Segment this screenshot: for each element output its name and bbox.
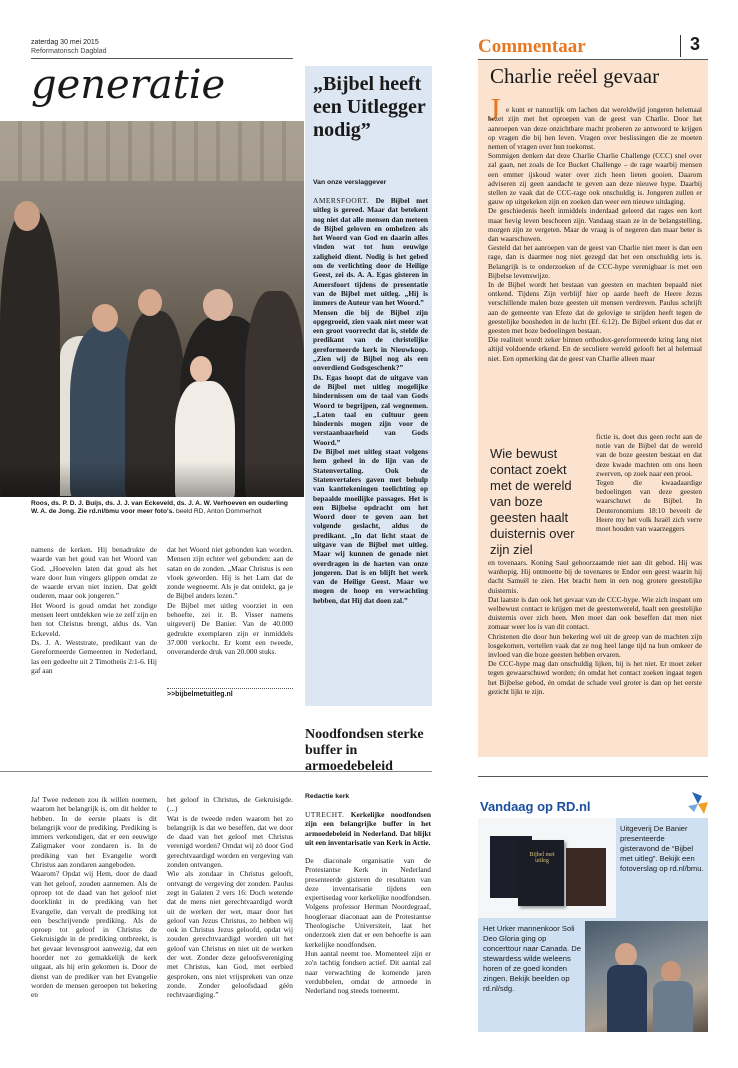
bible-books-image	[478, 818, 616, 918]
section-title: Commentaar	[478, 36, 586, 57]
commentary-body-main	[488, 91, 702, 428]
noodfondsen-body: De diaconale organisatie van de Protestantse Kerk in Nederland presenteerde gisteren de resultaten van deze inventarisatie tijdens een expertisedag voor kerkelijke noodfondsen. Volgens professor Herman Noordegraaf, hoogleraar diaconaat aan de Protestantse Theologische Universiteit, laat het onderzoek zien dat er een behoefte is aan kerkelijke noodfondsen. Hun aantal neemt toe. Momenteel zijn er zo'n tachtig fondsen actief. Dit aantal zal naar verwachting de komende jaren verdubbelen, omdat de armoede in Nederland nog steeds toeneemt.	[305, 856, 431, 996]
airplane-choir-image	[585, 921, 708, 1032]
bijbel-byline: Van onze verslaggever	[313, 179, 387, 186]
bijbelmetuitleg-link[interactable]: >>bijbelmetuitleg.nl	[167, 691, 233, 698]
ceremony-photo	[0, 121, 304, 497]
bijbel-lead: De Bijbel met uitleg is gereed. Maar dat betekent nog niet dat alle mensen dan meteen de Bijbel geloven en omhelzen als het Woord van God en daarin alles vinden wat tot hun eeuwige zaligheid dient. Nodig is het gebed om de verlichting door de Heilige Geest, zei ds. A. A. Egas gisteren in Amersfoort tijdens de presentatie van de Bijbel met uitleg. „Hij is immers de Auteur van het Woord.” Mensen die bij de Bijbel zijn opgegroeid, zien vaak niet meer wat een groot voorrecht dat is, stelde de predikant van de christelijke gereformeerde kerk in Nieuwkoop. „Zien wij de Bijbel nog als een onverdiend Godsgeschenk?” Ds. Egas hoopt dat de uitgave van de Bijbel met uitleg mogelijke hindernissen om de taal van Gods Woord te begrijpen, zal wegnemen. „Laten taal en cultuur geen hindernis mogen zijn voor de verstaanbaarheid van Gods Woord.” De Bijbel met uitleg staat volgens hem geheel in de lijn van de Statenvertaling. Ook de Statenvertalers gaven met behulp van kanttekeningen toelichting op bepaalde moeilijke passages. Het is een Bijbelse opdracht om het Woord door te geven aan het volgende geslacht, aldus de predikant. „In dat licht staat de uitgave van de Bijbel met uitleg. Maar wij kunnen de genade niet overdragen in de harten van onze jongeren. Dat is en blijft het werk van de Heilige Geest. Maar we mogen de hoop en verwachting hebben, dat Hij dat doen zal.”	[313, 196, 428, 605]
rdnl-title: Vandaag op RD.nl	[480, 799, 591, 814]
book-label: Bijbel met uitleg	[529, 852, 555, 864]
bijbel-headline: „Bijbel heeft een Uitlegger nodig”	[313, 73, 426, 141]
commentary-body-bottom: en tovenaars. Koning Saul gehoorzaamde niet aan dit gebod. Hij was wanhopig. Hij ontmoette bij de tovenares te Endor een geest waarin hij dacht Samuël te zien. Het bracht hem in een nog grotere geestelijke duisternis. Dat laatste is dan ook het gevaar van de CCC-hype. Wie zich inspant om welbewust contact te krijgen met de geestenwereld, haalt een geestelijke duisternis over zich heen. Men moet dan ook beseffen dat men niet zomaar weer los is van dit contact. Christenen die door hun bekering wel uit de greep van de machten zijn losgekomen, vertellen vaak dat ze nog heel lange tijd na hun omkeer de invloed van die boze geesten hebben ervaren. De CCC-hype mag dan onschuldig lijken, hij is het niet. Er moet zeker tegen gewaarschuwd worden; én omdat het contact zoeken ingaat tegen het Bijbelse gebod, én omdat de schade veel groter is dan op het eerste gezicht lijkt te zijn.	[488, 558, 702, 696]
rdnl-item-2[interactable]: Het Urker mannenkoor Soli Deo Gloria ging op concerttour naar Canada. De stewardess wilde weleens horen of ze goed konden zingen. Bekijk beelden op rd.nl/sdg.	[483, 924, 581, 993]
sermon-col2: het geloof in Christus, de Gekruisigde. (...) Wat is de tweede reden waarom het zo belangrijk is dat we beseffen, dat we door de daad van het geloof met Christus verenigd worden? Omdat wij zó door God gerechtvaardigd worden en vergeving van zonden ontvangen. Wie als zondaar in Christus gelooft, ontvangt de vergeving der zonden. Paulus zegt in Galaten 2 vers 16: Doch wetende dat de mens niet gerechtvaardigd wordt uit de werken der wet, maar door het geloof van Jezus Christus, zo hebben wij ook in Christus Jezus geloofd, opdat wij zouden gerechtvaardigd worden uit het geloof van Christus en niet uit de werken der wet. Zonder deze geloofsvereniging met Christus, kan God, met eerbied gesproken, ons niet vrijspreken van onze zonde. Zonder geloofsdaad géén rechtvaardiging.”	[167, 795, 293, 1000]
commentary-body-text: e kunt er natuurlijk om lachen dat wereldwijd jongeren helemaal bezet zijn met het oproepen van de geest van Charlie. Door het aanroepen van deze onzichtbare macht proberen ze antwoord te krijgen op vragen die bij hen leven. Vragen over beslissingen die ze moeten nemen of vragen over hun toekomst. Sommigen denken dat deze Charlie Charlie Challenge (CCC) snel over zal gaan, net zoals de Ice Bucket Challenge – de rage waarbij mensen een emmer ijskoud water over zich heen lieten gooien. Daarom adviseren zij geen aandacht te geven aan deze nieuwe hype. Daarbij stellen ze vaak dat de CCC-rage ook onschuldig is. Jongeren zullen er gauw op uitgekeken zijn en zoeken dan weer een nieuwe uitdaging. De geschiedenis heeft inmiddels inderdaad geleerd dat rages een kort maar hevig leven beschoren zijn. Vandaag staan ze in de belangstelling, morgen zijn ze vergeten. Maar de vraag is of negeren dan maar beter is dan waarschuwen. Gesteld dat het aanroepen van de geest van Charlie niet meer is dan een rage, dan is daarmee nog niet gezegd dat het een onschuldig iets is. Belangrijk is te onderzoeken of de CCC-hype verenigbaar is met een Bijbelse levenswijze. In de Bijbel wordt het bestaan van geesten en machten bepaald niet ontkend. Tijdens Zijn verblijf hier op aarde heeft de Heere Jezus verschillende malen boze geesten uit mensen verdreven. Paulus schrijft aan de gemeente van Efeze dat de gelovige te strijden heeft tegen de geestelijke boosheden in de lucht (Ef. 6:12). De Bijbel erkent dus dat er geesten met boze bedoelingen bestaan. Die realiteit wordt zeker binnen orthodox-gereformeerde kring lang niet altijd voldoende erkend. En de seculiere wereld gelooft het al helemaal niet. Een opmerking dat de geest van Charlie alleen maar	[488, 105, 702, 363]
commentary-title: Charlie reëel gevaar	[490, 64, 660, 88]
noodfondsen-lead: Kerkelijke noodfondsen zijn een belangrijke buffer in het armoedebeleid in Nederland. Dat blijkt uit een inventarisatie van Kerk in Actie.	[305, 810, 431, 847]
rdnl-logo-icon	[688, 792, 708, 814]
photo-credit: beeld RD, Anton Dommerholt	[175, 508, 262, 515]
rdnl-item-1[interactable]: Uitgeverij De Banier presenteerde gisteravond de “Bijbel met uitleg”. Bekijk een fotoverslag op rd.nl/bmu.	[620, 824, 704, 873]
left-article-col2: dat het Woord niet gebonden kan worden. Mensen zijn echter wel gebonden: aan de satan en de zonden. „Maar Christus is een vloek geworden. Hij is het Lam dat de zonde wegneemt. Als je dat ontdekt, ga je de Bijbel anders lezen.” De Bijbel met uitleg voorziet in een behoefte, zei ir. B. Visser namens uitgeverij De Banier. Van de 40.000 gedrukte exemplaren zijn er inmiddels 37.000 verkocht. Er komt een tweede, onveranderde druk van 20.000 stuks.	[167, 545, 293, 657]
sermon-col1: Ja! Twee redenen zou ik willen noemen, waarom het belangrijk is, om dit helder te hebben. In de eerste plaats is dit belangrijk voor de prediking. Prediking is immers verkondigen, dat er een eeuwige Zaligmaker voor zondaren is. In de prediking van het Evangelie wordt Christus aan zondaren aangeboden. Waarom? Opdat wij Hem, door de daad van het geloof, zouden aannemen. Als de oproep tot de daad van het geloof niet doorklinkt in de prediking van het Evangelie, dan vervalt de prediking tot een beschrijvende prediking. Als de oproep tot geloof in Christus de Gekruisigde in de prediking ontbreekt, is het gevaar levensgroot aanwezig, dat een hoorder net zo gemakkelijk de kerk uitgaat, als hij erin gekomen is. Door de dienst van de prediker van het Evangelie worden de mensen geroepen tot bekering en	[31, 795, 157, 1000]
left-article-col1: namens de kerken. Hij benadrukte de waarde van het goud van het Woord van God. „Hoevelen laten dat goud als het ware door hun vingers glippen omdat ze de waarde ervan niet inzien. Dat geldt ouderen, maar ook jongeren.” Het Woord is goud omdat het zondige mensen leert ontdekken wie ze zelf zijn en hen tot Christus brengt, aldus ds. Van Eckeveld. Ds. J. A. Weststrate, predikant van de Gereformeerde Gemeenten in Nederland, las een gedeelte uit 2 Timotheüs 2:1-6. Hij gaf aan	[31, 545, 157, 675]
noodfondsen-headline: Noodfondsen sterke buffer in armoedebeleid	[305, 727, 424, 774]
issue-date: zaterdag 30 mei 2015	[31, 39, 99, 46]
noodfondsen-dateline: UTRECHT.	[305, 810, 345, 819]
page-number: 3	[690, 34, 701, 54]
commentary-pullquote: Wie bewust contact zoekt met de wereld van boze geesten haalt duisternis over zijn ziel	[490, 446, 575, 557]
noodfondsen-byline: Redactie kerk	[305, 793, 350, 800]
commentary-body-right: fictie is, doet dus geen recht aan de notie van de Bijbel dat de wereld van de boze geesten bestaat en dat deze kwade machten om ons heen zwerven, op zoek naar een prooi. Tegen die kwaadaardige bedoelingen van deze geesten waarschuwt de Bijbel. In Deuteronomium 18:10 beveelt de Heere my het volk Israël zich verre moet houden van waarzeggers	[596, 432, 702, 534]
paper-name: Reformatorisch Dagblad	[31, 48, 107, 55]
photo-caption: Roos, ds. P. D. J. Buijs, ds. J. J. van Eckeveld, ds. J. A. W. Verhoeven en ouderling W. A. de Jong. Zie rd.nl/bmu voor meer foto's.	[31, 500, 288, 515]
bijbel-dateline: AMERSFOORT.	[313, 196, 370, 205]
commentary-dropcap: J	[488, 91, 501, 127]
article-headline: generatie	[31, 62, 226, 108]
